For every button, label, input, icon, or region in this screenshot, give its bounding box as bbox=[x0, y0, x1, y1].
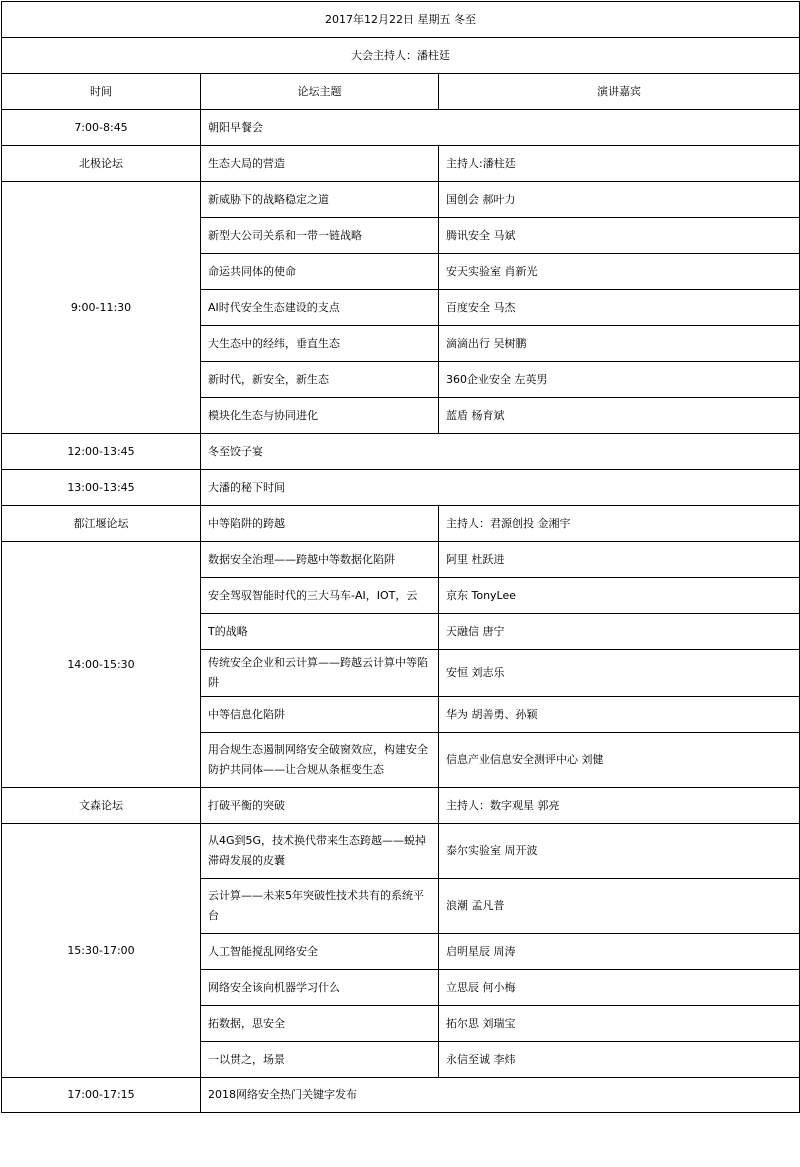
topic-cell: 网络安全该向机器学习什么 bbox=[201, 970, 439, 1006]
topic-cell: 新时代，新安全，新生态 bbox=[201, 362, 439, 398]
time-cell: 7:00-8:45 bbox=[2, 110, 201, 146]
column-header-row bbox=[2, 74, 800, 110]
speaker-cell: 信息产业信息安全测评中心 刘健 bbox=[439, 733, 800, 788]
speaker-cell: 滴滴出行 吴树鹏 bbox=[439, 326, 800, 362]
forum-name: 文森论坛 bbox=[2, 788, 201, 824]
topic-cell: 2018网络安全热门关键字发布 bbox=[201, 1078, 800, 1113]
speaker-cell: 华为 胡善勇、孙颖 bbox=[439, 697, 800, 733]
agenda-table bbox=[1, 1, 800, 1113]
time-cell: 12:00-13:45 bbox=[2, 434, 201, 470]
speaker-cell: 主持人:潘柱廷 bbox=[439, 146, 800, 182]
time-cell: 9:00-11:30 bbox=[2, 182, 201, 434]
speaker-cell: 京东 TonyLee bbox=[439, 578, 800, 614]
table-row bbox=[2, 824, 800, 879]
speaker-cell: 天融信 唐宁 bbox=[439, 614, 800, 650]
topic-cell: 用合规生态遏制网络安全破窗效应，构建安全防护共同体——让合规从条框变生态 bbox=[201, 733, 439, 788]
topic-cell: 传统安全企业和云计算——跨越云计算中等陷阱 bbox=[201, 650, 439, 697]
forum-row bbox=[2, 788, 800, 824]
topic-cell: 人工智能搅乱网络安全 bbox=[201, 934, 439, 970]
table-row bbox=[2, 470, 800, 506]
topic-cell: 拓数据，思安全 bbox=[201, 1006, 439, 1042]
forum-name: 北极论坛 bbox=[2, 146, 201, 182]
speaker-cell: 安天实验室 肖新光 bbox=[439, 254, 800, 290]
date-row bbox=[2, 2, 800, 38]
forum-row bbox=[2, 506, 800, 542]
column-header-speaker: 演讲嘉宾 bbox=[439, 74, 800, 110]
table-row bbox=[2, 182, 800, 218]
topic-cell: 数据安全治理——跨越中等数据化陷阱 bbox=[201, 542, 439, 578]
host-heading: 大会主持人：潘柱廷 bbox=[2, 38, 800, 74]
topic-cell: T的战略 bbox=[201, 614, 439, 650]
topic-cell: 安全驾驭智能时代的三大马车-AI，IOT，云 bbox=[201, 578, 439, 614]
topic-cell: 模块化生态与协同进化 bbox=[201, 398, 439, 434]
table-row bbox=[2, 542, 800, 578]
topic-cell: AI时代安全生态建设的支点 bbox=[201, 290, 439, 326]
topic-cell: 冬至饺子宴 bbox=[201, 434, 800, 470]
speaker-cell: 蓝盾 杨育斌 bbox=[439, 398, 800, 434]
speaker-cell: 阿里 杜跃进 bbox=[439, 542, 800, 578]
table-row bbox=[2, 434, 800, 470]
topic-cell: 新威胁下的战略稳定之道 bbox=[201, 182, 439, 218]
speaker-cell: 百度安全 马杰 bbox=[439, 290, 800, 326]
topic-cell: 命运共同体的使命 bbox=[201, 254, 439, 290]
topic-cell: 从4G到5G，技术换代带来生态跨越——蜕掉滞碍发展的皮囊 bbox=[201, 824, 439, 879]
time-cell: 15:30-17:00 bbox=[2, 824, 201, 1078]
speaker-cell: 拓尔思 刘瑞宝 bbox=[439, 1006, 800, 1042]
column-header-topic: 论坛主题 bbox=[201, 74, 439, 110]
topic-cell: 云计算——未来5年突破性技术共有的系统平台 bbox=[201, 879, 439, 934]
topic-cell: 一以贯之，场景 bbox=[201, 1042, 439, 1078]
forum-row bbox=[2, 146, 800, 182]
topic-cell: 中等信息化陷阱 bbox=[201, 697, 439, 733]
topic-cell: 大潘的秘下时间 bbox=[201, 470, 800, 506]
speaker-cell: 启明星辰 周涛 bbox=[439, 934, 800, 970]
speaker-cell: 泰尔实验室 周开波 bbox=[439, 824, 800, 879]
forum-name: 都江堰论坛 bbox=[2, 506, 201, 542]
topic-cell: 朝阳早餐会 bbox=[201, 110, 800, 146]
time-cell: 17:00-17:15 bbox=[2, 1078, 201, 1113]
speaker-cell: 立思辰 何小梅 bbox=[439, 970, 800, 1006]
speaker-cell: 国创会 郝叶力 bbox=[439, 182, 800, 218]
topic-cell: 中等陷阱的跨越 bbox=[201, 506, 439, 542]
speaker-cell: 腾讯安全 马斌 bbox=[439, 218, 800, 254]
time-cell: 14:00-15:30 bbox=[2, 542, 201, 788]
topic-cell: 新型大公司关系和一带一链战略 bbox=[201, 218, 439, 254]
table-row bbox=[2, 110, 800, 146]
host-row bbox=[2, 38, 800, 74]
date-heading: 2017年12月22日 星期五 冬至 bbox=[2, 2, 800, 38]
column-header-time: 时间 bbox=[2, 74, 201, 110]
speaker-cell: 主持人：君源创投 金湘宇 bbox=[439, 506, 800, 542]
topic-cell: 大生态中的经纬，垂直生态 bbox=[201, 326, 439, 362]
topic-cell: 打破平衡的突破 bbox=[201, 788, 439, 824]
topic-cell: 生态大局的营造 bbox=[201, 146, 439, 182]
speaker-cell: 360企业安全 左英男 bbox=[439, 362, 800, 398]
table-row bbox=[2, 1078, 800, 1113]
speaker-cell: 主持人：数字观星 郭亮 bbox=[439, 788, 800, 824]
speaker-cell: 安恒 刘志乐 bbox=[439, 650, 800, 697]
speaker-cell: 浪潮 孟凡普 bbox=[439, 879, 800, 934]
speaker-cell: 永信至诚 李炜 bbox=[439, 1042, 800, 1078]
time-cell: 13:00-13:45 bbox=[2, 470, 201, 506]
